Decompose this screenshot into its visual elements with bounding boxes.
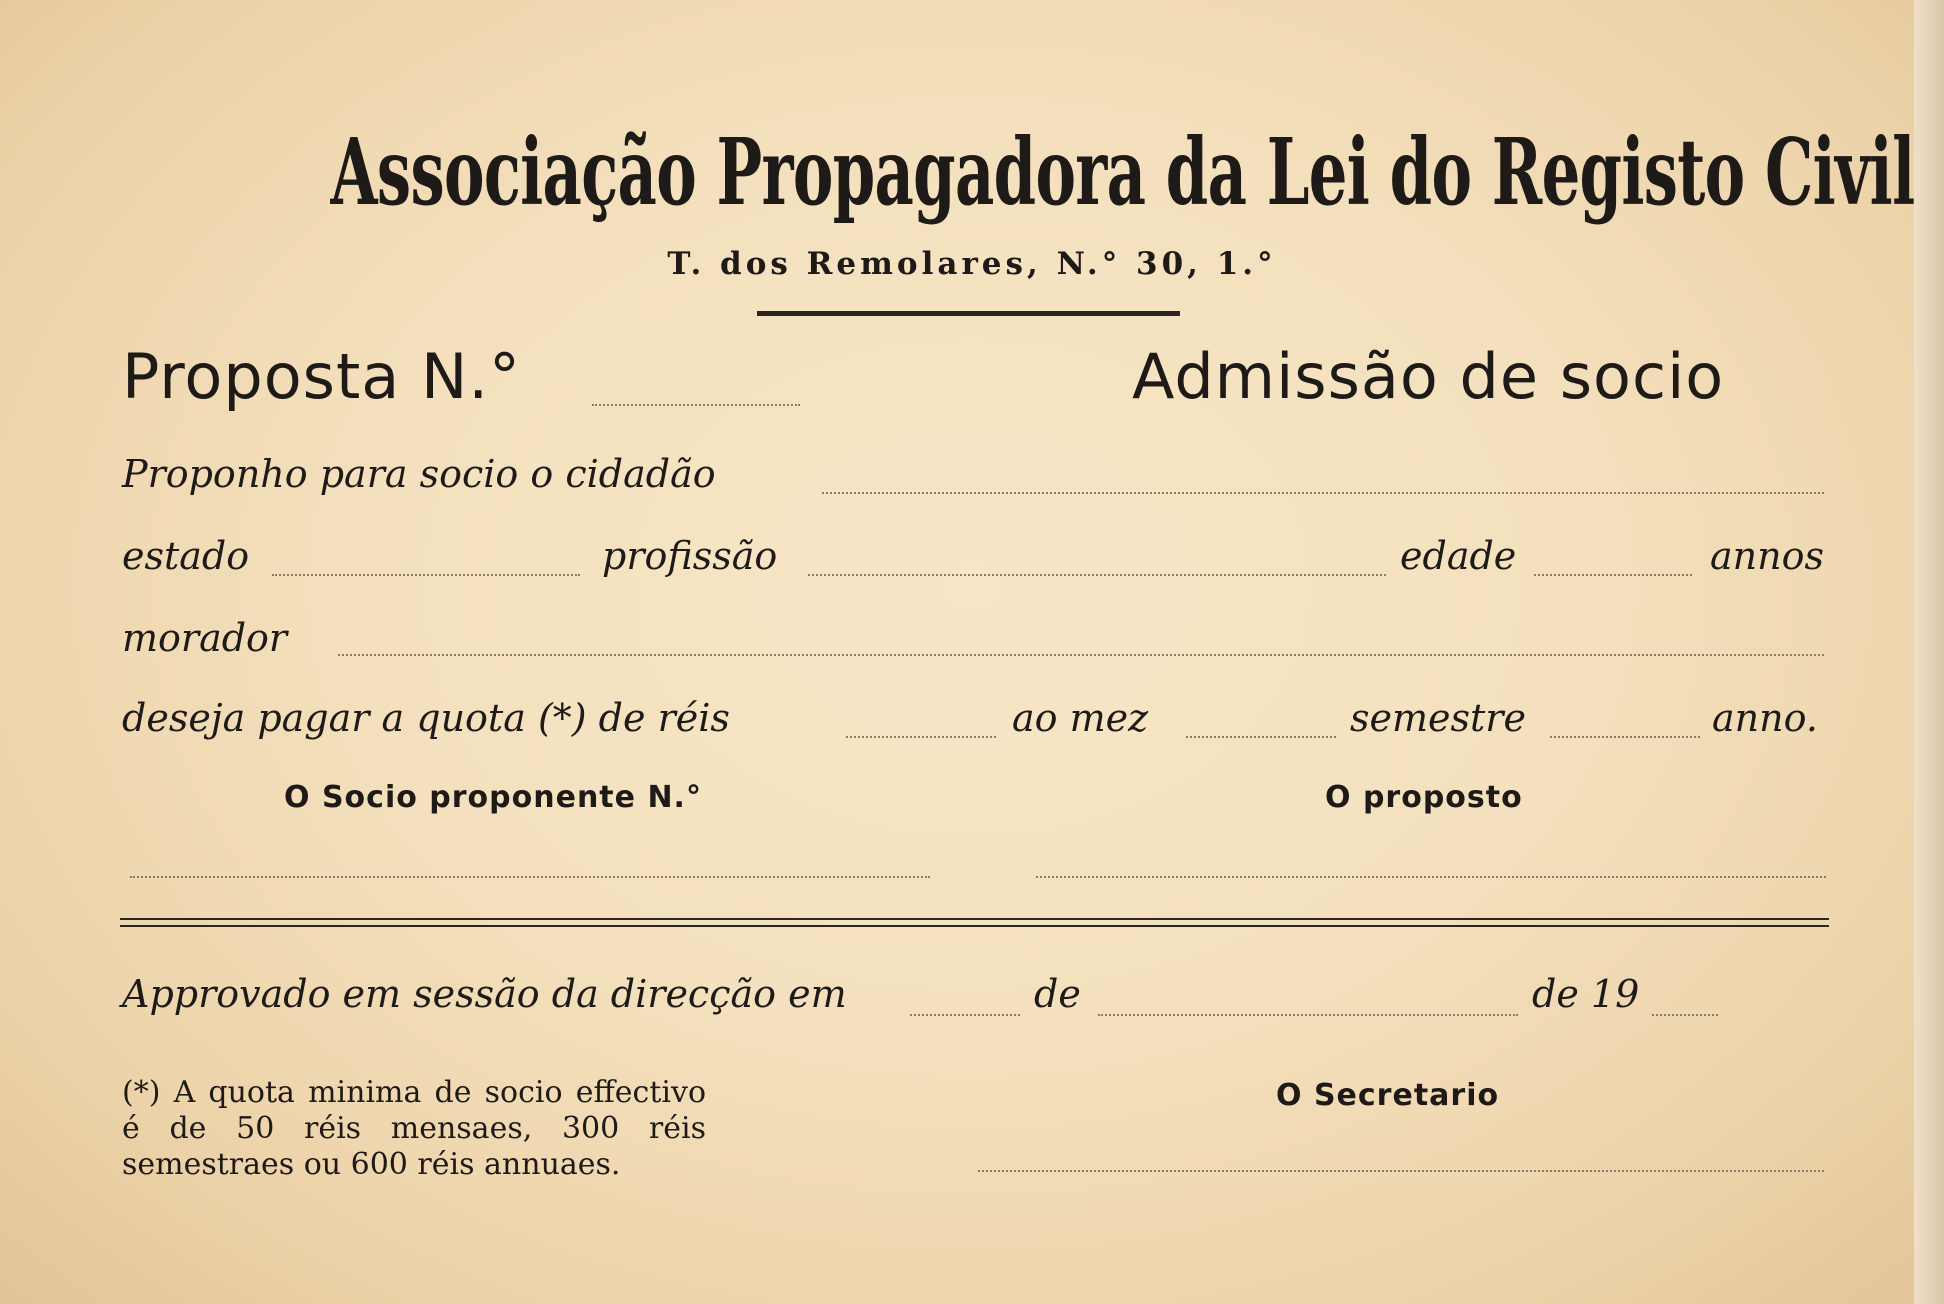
proposed-signature-field[interactable]	[1036, 876, 1826, 878]
candidate-name-field[interactable]	[822, 492, 1824, 494]
approval-of-label: de	[1034, 972, 1081, 1016]
association-title: Associação Propagadora da Lei do Registo Civil	[330, 118, 1915, 226]
year-label: anno.	[1712, 696, 1818, 740]
proposal-number-label: Proposta N.°	[122, 340, 522, 413]
approval-label: Approvado em sessão da direcção em	[122, 972, 847, 1016]
proposed-label: O proposto	[1325, 780, 1523, 815]
civil-status-label: estado	[122, 534, 250, 578]
residence-field[interactable]	[338, 654, 1824, 656]
civil-status-field[interactable]	[272, 574, 580, 576]
approval-year-label: de 19	[1532, 972, 1640, 1016]
proponent-label: O Socio proponente N.°	[284, 780, 702, 815]
quota-footnote: (*) A quota minima de socio effectivo é de 50 réis mensaes, 300 réis semestraes ou 600 réis annuaes.	[122, 1075, 706, 1182]
approval-year-field[interactable]	[1652, 1014, 1718, 1016]
approval-month-field[interactable]	[1098, 1014, 1518, 1016]
semester-label: semestre	[1350, 696, 1526, 740]
approval-day-field[interactable]	[910, 1014, 1020, 1016]
proponent-signature-field[interactable]	[130, 876, 930, 878]
age-label: edade	[1400, 534, 1517, 578]
age-field[interactable]	[1534, 574, 1692, 576]
admission-heading: Admissão de socio	[1132, 340, 1725, 413]
years-label: annos	[1710, 534, 1824, 578]
profession-field[interactable]	[808, 574, 1386, 576]
per-month-label: ao mez	[1012, 696, 1149, 740]
proposal-number-field[interactable]	[592, 404, 800, 406]
per-year-field[interactable]	[1550, 736, 1700, 738]
quota-label: deseja pagar a quota (*) de réis	[122, 696, 730, 740]
secretary-signature-field[interactable]	[978, 1170, 1824, 1172]
title-divider	[757, 311, 1180, 316]
candidate-label: Proponho para socio o cidadão	[122, 452, 716, 496]
residence-label: morador	[122, 616, 288, 660]
association-address: T. dos Remolares, N.° 30, 1.°	[667, 246, 1277, 282]
quota-amount-field[interactable]	[846, 736, 996, 738]
card-edge	[1914, 0, 1944, 1304]
section-divider	[120, 918, 1829, 927]
profession-label: profissão	[602, 534, 778, 578]
per-semester-field[interactable]	[1186, 736, 1336, 738]
secretary-label: O Secretario	[1276, 1078, 1500, 1113]
